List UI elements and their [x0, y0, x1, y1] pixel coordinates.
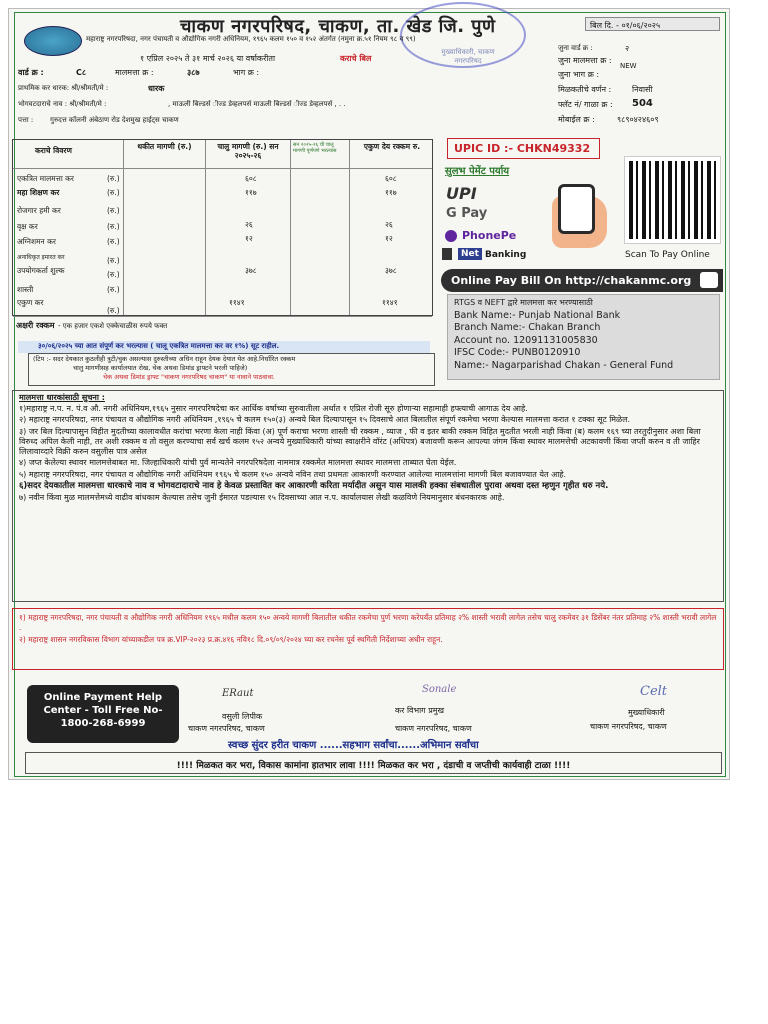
- row-name: अग्निशमन कर: [17, 237, 56, 246]
- property-desc-value: निवासी: [632, 85, 653, 94]
- row-unit: (रु.): [107, 306, 120, 315]
- notice-item: ५) महाराष्ट्र नगरपरिषदा, नगर पंचायत व औद्योगिक नगरी अधिनियम १९६५ चे कलम १५० अन्वये नविन तथा प्रथमतः आकारणी करण्यात आलेल्या मालमत्तांना मागणी बिल बजावण्यात येत आहे.: [19, 469, 567, 479]
- tip-line: (टिप :- सदर देयकात कुठलीही त्रुटी/चुक असल्यास दुरुस्तीच्या अधिन राहून देयक देयात येत आहे.निर्धारित रक्कम: [33, 355, 296, 363]
- upic-id: UPIC ID :- CHKN49332: [447, 138, 600, 159]
- sig3-org: चाकण नगरपरिषद, चाकण: [590, 722, 667, 731]
- slogan: स्वच्छ सुंदर हरीत चाकण ......सहभाग सर्वांचा......अभिमान सर्वांचा: [228, 740, 479, 751]
- municipal-logo: [24, 26, 82, 56]
- old-ward-value: २: [625, 44, 630, 53]
- ward-value: C८: [76, 68, 87, 77]
- amount-words-value: - एक हजार एकशे एक्केचाळीस रुपये फक्त: [58, 322, 168, 330]
- sig2-org: चाकण नगरपरिषद, चाकण: [395, 724, 472, 733]
- act-subtitle: महाराष्ट्र नगरपरिषदा, नगर पंचायती व औद्योगिक नगरी अधिनियम, १९६५ कलम १५० व १५२ अंतर्गत (नमुना क्र.५१ नियम ९८ व ९९): [86, 35, 416, 43]
- old-part-label: जुना भाग क्र :: [558, 70, 600, 79]
- notice-item: ६)सदर देयकातील मालमत्ता धारकाचे नाव व भोगवटादाराचे नाव हे केवळ प्रस्तावित कर आकारणी करिता मर्यादीत असुन यास मालकी हक्का संबधातील पुरावा अथवा दस्त म्हणुन गृहीत धरु नये.: [19, 481, 609, 492]
- header-total: एकुण देय रक्कम रु.: [363, 142, 421, 151]
- tip-line: चेक अथवा डिमांड ड्राफ्ट "चाकण नगरपरिषद चाकण" या नावाने पाठवावा.: [103, 373, 275, 381]
- account-name: Name:- Nagarparishad Chakan - General Fund: [454, 359, 674, 371]
- row-unit: (रु.): [107, 270, 120, 279]
- notice-item: ३) जर बिल दिल्यापासुन विहीत मुदतीच्या कालावधीत करांचा भरणा केला नाही किंवा (अ) पूर्ण कराचा भरणा शास्ती ची रक्कम , व्याज , फी व इतर बाकी रक्कम विहित मुदतीत भरली नाही किंवा (ब) कलम १६९ च्या तरतुदीनुसार अशा बिला विरुध्द अपिल केली नाही, तर अशी रक्कम व तो वसुल करण्याचा सर्व खर्च कलम १५२ अन्वये मुख्याधिकारी यांच्या स्वाक्षरीने वॉरंट (अधिपत्र) बजावणी करून आपल्या जंगम किंवा स्थावर मालमत्तेची अटकावणी किंवा जप्ती करुन व ती जाहिर लिलावाव्दारे विक्री करुन वसुलीस पात्र असेल: [19, 426, 701, 457]
- bottom-banner: !!!! मिळकत कर भरा, विकास कामांना हातभार लावा !!!! मिळकत कर भरा , दंडाची व जप्तीची कार्यवाही टाळा !!!!: [25, 752, 722, 774]
- account-number: Account no. 12091131005830: [454, 334, 598, 346]
- row-unit: (रु.): [107, 222, 120, 231]
- bill-type: कराचे बिल: [340, 54, 372, 63]
- notice-item: ४) जप्त केलेल्या स्थावर मालमत्तेबाबत मा. जिल्हाधिकारी यांची पुर्व मान्यतेने नगरपरिषदेला नाममात्र रक्कमेत मालमत्ता स्थावर मालमत्ता ताब्यात घेता येईल.: [19, 458, 457, 468]
- ward-label: वार्ड क्र :: [18, 68, 44, 77]
- property-desc-label: मिळकतीचे वर्णन :: [558, 85, 612, 94]
- primary-holder-value: धारक: [148, 84, 165, 93]
- online-pay-bar[interactable]: Online Pay Bill On http://chakanmc.org: [441, 269, 723, 292]
- row-current: २६: [245, 220, 253, 229]
- occupier-value: , माऊली बिल्डर्स ीज्ड डेव्हलपर्स माऊली बिल्डर्स ीज्ड डेव्हलपर्स , . .: [168, 100, 346, 108]
- notice-item: ७) नवीन किंवा मुळ मालमत्तेमध्ये वाढीव बांधकाम केल्यास तसेच जुनी ईमारत पडल्यास १५ दिवसाच्या आत न.प. कार्यालयास लेखी कळविणे नियमानुसार बंधनकारक आहे.: [19, 493, 505, 503]
- flat-value: 504: [632, 98, 653, 109]
- header-current: चालु मागणी (रु.) सन २०२५-२६: [217, 142, 279, 160]
- sig1-title: वसुली लिपीक: [222, 712, 263, 721]
- row-current: ११४१: [229, 298, 245, 307]
- council-title: चाकण नगरपरिषद, चाकण, ता. खेड जि. पुणे: [180, 16, 496, 37]
- notice-item: १)महाराष्ट्र न.प. न. पं.व औ. नगरी अधिनियम,१९६५ नुसार नगरपरिषदेचा कर आर्थिक वर्षाच्या सुरुवातीला अर्थात १ एप्रिल रोजी सूरु होणाऱ्या सहामाही हफ्त्याची आगाऊ देय आहे.: [19, 404, 528, 413]
- row-total: ११७: [385, 188, 397, 197]
- old-property-label: जुना मालमत्ता क्र :: [558, 56, 612, 65]
- row-unit: (रु.): [107, 174, 120, 183]
- amount-words-label: अक्षरी रक्कम: [16, 321, 55, 330]
- mobile-value: ९८९०४२४६०९: [617, 115, 659, 124]
- bill-period: १ एप्रिल २०२५ ते ३१ मार्च २०२६ या वर्षाकरीता: [140, 54, 276, 63]
- upi-logo: UPI: [446, 184, 477, 203]
- row-unit: (रु.): [107, 206, 120, 215]
- bank-name: Bank Name:- Punjab National Bank: [454, 309, 621, 321]
- property-no-label: मालमत्ता क्र :: [115, 68, 154, 77]
- notices-heading: मालमत्ता धारकांसाठी सुचना :: [19, 393, 105, 402]
- sig3-title: मुख्याधिकारी: [628, 708, 665, 717]
- gpay-logo: G Pay: [446, 206, 488, 221]
- penalty-item: १) महाराष्ट्र नगरपरिषदा, नगर पंचायती व औद्योगिक नगरी अधिनियम १९६५ मधील कलम १५० अन्वये मागणी बिलातील थकीत रकमेचा पुर्ण भरणा करेपर्यंत प्रतिमाह २% शास्ती भरावी लागेल तसेच चालु रकमेवर ३१ डिसेंबर नंतर प्रतिमाह २% शास्ती भरावी लागेल .: [19, 613, 717, 632]
- phone-icon: [558, 184, 595, 234]
- property-no-value: ३८७: [187, 68, 200, 77]
- bill-date: बिल दि. - ०१/०६/२०२५: [585, 17, 720, 31]
- old-ward-label: जुना वार्ड क्र :: [558, 44, 593, 52]
- row-total: ६०८: [385, 174, 397, 183]
- phonepe-logo: PhonePe: [462, 229, 517, 242]
- row-current: ११७: [245, 188, 257, 197]
- sig2-title: कर विभाग प्रमुख: [395, 706, 445, 715]
- row-unit: (रु.): [107, 188, 120, 197]
- netbanking-icon: [442, 248, 452, 260]
- notice-item: २) महाराष्ट्र नगरपरिषदा, नगर पंचायत व औद्योगिक नगरी अधिनियम ,१९६५ चे कलम १५०(३) अन्वये बिल दिल्यापासून १५ दिवसाचे आत बिलातील संपूर्ण रकमेचा भरणा केल्यास मालमत्ता करात १ टक्का सूट मिळेल.: [19, 415, 631, 425]
- row-total: ३७८: [385, 266, 397, 275]
- row-current: १२: [245, 234, 253, 243]
- penalty-notices: [12, 608, 724, 670]
- help-line-1: Online Payment Help: [43, 692, 163, 703]
- header-arrears: थकीत मागणी (रु.): [137, 142, 192, 151]
- penalty-item: २) महाराष्ट्र शासन नगरविकास विभाग यांच्याकडील पत्र क्र.VIP-२०२३ प्र.क्र.४१६ नवि१८ दि.०९/०९/२०२४ च्या कर रचनेस पूर्व स्थगिती निर्देशाच्या अधीन राहून.: [19, 635, 443, 644]
- phonepe-icon: [445, 230, 457, 242]
- help-center-box: [27, 685, 179, 743]
- rtgs-label: RTGS व NEFT द्वारे मालमत्ता कर भरण्यासाठी: [454, 298, 593, 307]
- signature-chief-officer: Celt: [640, 684, 668, 699]
- row-name: रोजगार हमी कर: [17, 206, 61, 215]
- primary-holder-label: प्राथमिक कर धारक: श्री/श्रीमती/मे :: [18, 84, 109, 92]
- old-property-value: NEW: [620, 62, 637, 70]
- tip-line: चालु मागणीसह कार्यालयात रोख, चेक अथवा डिमांड ड्राफ्टने भरली पाहिजे): [73, 364, 248, 372]
- row-unit: (रु.): [107, 256, 120, 265]
- tip-box: [28, 353, 435, 386]
- signature-tax-head: Sonale: [422, 684, 457, 695]
- row-name: वृक्ष कर: [17, 222, 38, 231]
- bank-details: [447, 294, 720, 380]
- row-unit: (रु.): [107, 237, 120, 246]
- netbanking-label-b: Banking: [485, 250, 527, 260]
- header-rebate: सन २०२५-२६ ची चालू मागणी पूर्णपणे भरल्यास: [293, 142, 337, 154]
- row-total: ११४१: [382, 298, 398, 307]
- scan-to-pay: Scan To Pay Online: [625, 250, 710, 260]
- toll-free-number[interactable]: 1800-268-6999: [60, 718, 146, 729]
- row-name: अनाधिकृत इमारत कर: [17, 254, 65, 261]
- address-label: पत्ता :: [18, 116, 34, 124]
- stamp-text: मुख्याधिकारी, चाकण नगरपरिषद: [441, 48, 495, 65]
- part-label: भाग क्र :: [233, 68, 260, 77]
- row-name: उपयोगकर्ता शुल्क: [17, 266, 65, 275]
- mobile-label: मोबाईल क्र :: [558, 115, 595, 124]
- owner-notices: [12, 390, 724, 602]
- click-hand-icon: [700, 272, 718, 288]
- help-line-2: Center - Toll Free No-: [43, 705, 163, 716]
- row-name: एकुण कर: [17, 298, 44, 307]
- header-tax-desc: कराचे विवरण: [35, 146, 72, 155]
- signature-clerk: ERaut: [222, 688, 254, 699]
- row-unit: (रु.): [107, 285, 120, 294]
- row-current: ६०८: [245, 174, 257, 183]
- row-name: महा शिक्षण कर: [17, 188, 60, 197]
- address-value: गुरुदत्त कॉलनी अंबेठाण रोड देशमुख हाईट्स चाकण: [50, 116, 179, 124]
- tax-table: [12, 139, 433, 316]
- row-total: २६: [385, 220, 393, 229]
- occupier-label: भोगवटदाराचे नाव : श्री/श्रीमती/मे :: [18, 100, 107, 108]
- ifsc-code: IFSC Code:- PUNB0120910: [454, 347, 581, 359]
- netbanking-label: Net: [458, 248, 482, 260]
- qr-code[interactable]: [625, 157, 720, 243]
- payment-options-title: सुलभ पेमेंट पर्याय: [445, 166, 510, 177]
- branch-name: Branch Name:- Chakan Branch: [454, 322, 601, 334]
- rebate-notice: ३०/०६/२०२५ च्या आत संपूर्ण कर भरल्यास ( चालू एकत्रित मालमत्ता कर वर १%) सूट राहील.: [18, 341, 430, 353]
- row-total: १२: [385, 234, 393, 243]
- row-current: ३७८: [245, 266, 257, 275]
- flat-label: फ्लॅट नं/ गाळा क्र :: [558, 100, 613, 109]
- sig1-org: चाकण नगरपरिषद, चाकण: [188, 724, 265, 733]
- row-name: शास्ती: [17, 285, 34, 294]
- row-name: एकत्रित मालमत्ता कर: [17, 174, 74, 183]
